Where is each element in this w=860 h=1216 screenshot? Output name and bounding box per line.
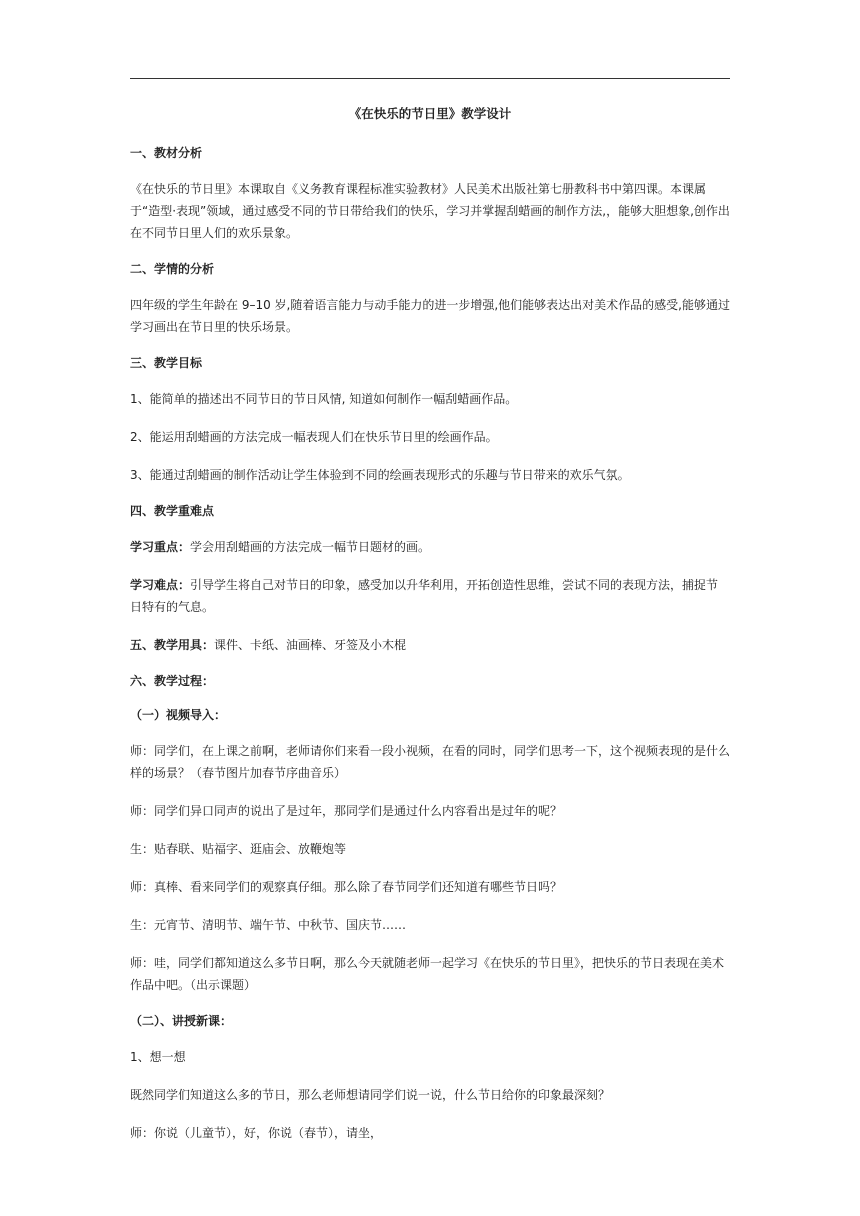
dialog-line: 生：贴春联、贴福字、逛庙会、放鞭炮等 (130, 842, 347, 856)
list-item: 3、能通过刮蜡画的制作活动让学生体验到不同的绘画表现形式的乐趣与节日带来的欢乐气氛。 (130, 468, 630, 482)
tools-text: 课件、卡纸、油画棒、牙签及小木棍 (214, 638, 407, 652)
section-heading: 六、教学过程： (130, 674, 215, 688)
focus-label: 学习重点： (130, 540, 191, 554)
paragraph: 四年级的学生年龄在 9–10 岁,随着语言能力与动手能力的进一步增强,他们能够表达出对美术作品的感受,能够通过学习画出在节日里的快乐场景。 (130, 298, 730, 334)
list-item: 2、能运用刮蜡画的方法完成一幅表现人们在快乐节日里的绘画作品。 (130, 430, 498, 444)
document-title: 《在快乐的节日里》教学设计 (348, 106, 512, 121)
section-heading: 五、教学用具： (130, 638, 215, 652)
subsection-heading: （一）视频导入： (130, 708, 227, 722)
difficulty-text: 引导学生将自己对节日的印象，感受加以升华利用，开拓创造性思维，尝试不同的表现方法，捕捉节日特有的气息。 (130, 578, 719, 614)
tools-paragraph (130, 634, 730, 656)
section-heading: 一、教材分析 (130, 146, 203, 160)
section-heading: 二、学情的分析 (130, 262, 215, 276)
document-body (130, 104, 730, 1160)
list-item: 1、能简单的描述出不同节日的节日风情, 知道如何制作一幅刮蜡画作品。 (130, 392, 518, 406)
difficulty-label: 学习难点： (130, 578, 191, 592)
step-title: 1、想一想 (130, 1050, 186, 1064)
dialog-line: 生：元宵节、清明节、端午节、中秋节、国庆节…… (130, 918, 407, 932)
dialog-line: 师：同学们异口同声的说出了是过年，那同学们是通过什么内容看出是过年的呢？ (130, 804, 563, 818)
focus-text: 学会用刮蜡画的方法完成一幅节日题材的画。 (190, 540, 431, 554)
section-heading: 四、教学重难点 (130, 504, 215, 518)
paragraph: 《在快乐的节日里》本课取自《义务教育课程标准实验教材》人民美术出版社第七册教科书中第四课。本课属于“造型·表现”领域，通过感受不同的节日带给我们的快乐，学习并掌握刮蜡画的制作方法,，能够大胆想象,创作出在不同节日里人们的欢乐景象。 (130, 182, 730, 240)
section-heading: 三、教学目标 (130, 356, 203, 370)
difficulty-paragraph (130, 574, 730, 618)
subsection-heading: （二）、讲授新课： (130, 1014, 233, 1028)
dialog-line: 师：哇，同学们都知道这么多节日啊，那么今天就随老师一起学习《在快乐的节日里》，把快乐的节日表现在美术作品中吧。（出示课题） (130, 956, 725, 992)
paragraph: 既然同学们知道这么多的节日，那么老师想请同学们说一说，什么节日给你的印象最深刻？ (130, 1088, 611, 1102)
dialog-line: 师：你说（儿童节），好，你说（春节），请坐， (130, 1126, 383, 1140)
header-rule (130, 78, 730, 79)
focus-paragraph (130, 536, 730, 558)
dialog-line: 师：同学们，在上课之前啊，老师请你们来看一段小视频，在看的同时，同学们思考一下，这个视频表现的是什么样的场景？（春节图片加春节序曲音乐） (130, 744, 731, 780)
dialog-line: 师：真棒、看来同学们的观察真仔细。那么除了春节同学们还知道有哪些节日吗？ (130, 880, 563, 894)
